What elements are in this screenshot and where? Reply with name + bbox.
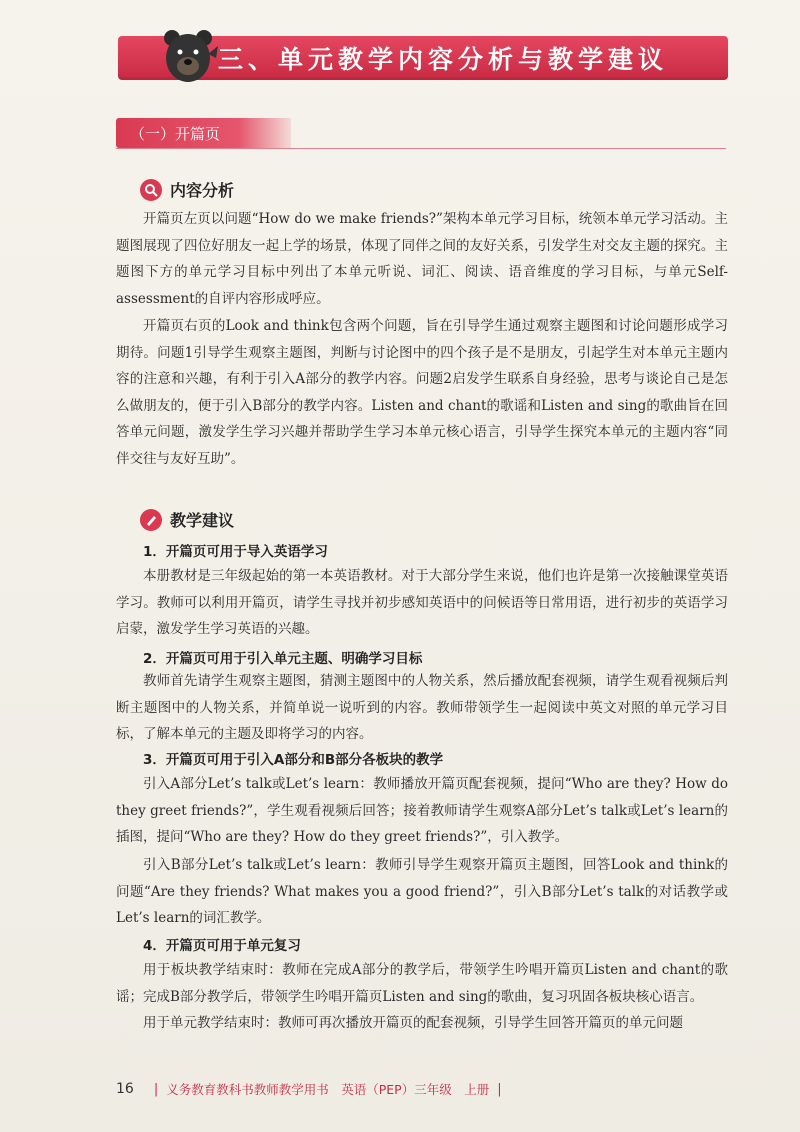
suggestion-1-text: 本册教材是三年级起始的第一本英语教材。对于大部分学生来说，他们也许是第一次接触课堂英语学习。教师可以利用开篇页，请学生寻找并初步感知英语中的问候语等日常用语，进行初步的英语学习启蒙，激发学生学习英语的兴趣。 — [116, 568, 728, 637]
footer — [116, 1080, 510, 1098]
page-number: 16 — [116, 1081, 134, 1097]
suggestions-heading — [140, 508, 234, 531]
suggestion-3-text: 引入A部分Let’s talk或Let’s learn：教师播放开篇页配套视频，提问“Who are they? How do they greet friends?”，学生观看视频后回答；接着教师请学生观察A部分Let’s talk或Let’s learn的插图，提问“Who are they? How do they greet friends?”，引入教学。 — [116, 776, 728, 845]
analysis-heading — [140, 178, 234, 201]
section-tab-label: （一）开篇页 — [130, 124, 221, 143]
analysis-paragraph-2: 开篇页右页的Look and think包含两个问题，旨在引导学生通过观察主题图和讨论问题形成学习期待。问题1引导学生观察主题图，判断与讨论图中的四个孩子是不是朋友，引起学生对本单元主题内容的注意和兴趣，有利于引入A部分的教学内容。问题2启发学生联系自身经验，思考与谈论自己是怎么做朋友的，便于引入B部分的教学内容。Listen and chant的歌谣和Listen and sing的歌曲旨在回答单元问题，激发学生学习兴趣并帮助学生学习本单元核心语言，引导学生探究本单元的主题内容“同伴交往与友好互助”。 — [116, 318, 728, 467]
suggestion-1-title: 1．开篇页可用于导入英语学习 — [143, 544, 328, 560]
footer-separator-end: | — [497, 1081, 502, 1097]
analysis-heading-text: 内容分析 — [170, 181, 235, 200]
suggestion-3-text-2: 引入B部分Let’s talk或Let’s learn：教师引导学生观察开篇页主题图，回答Look and think的问题“Are they friends? What makes you a good friend?”，引入B部分Let’s talk的对话教学或Let’s learn的词汇教学。 — [116, 857, 728, 926]
book-title: 义务教育教科书教师教学用书 英语（PEP）三年级 上册 — [166, 1082, 490, 1097]
suggestion-2-title: 2．开篇页可用于引入单元主题、明确学习目标 — [143, 651, 423, 667]
section-tab — [116, 118, 291, 148]
suggestion-4-title: 4．开篇页可用于单元复习 — [143, 938, 301, 954]
suggestions-heading-text: 教学建议 — [170, 511, 235, 530]
chapter-title: 三、单元教学内容分析与教学建议 — [217, 45, 668, 74]
bear-mascot-icon — [158, 24, 220, 86]
section-divider — [116, 148, 726, 149]
magnifier-icon — [140, 179, 162, 201]
suggestion-4-text-2: 用于单元教学结束时：教师可再次播放开篇页的配套视频，引导学生回答开篇页的单元问题 — [143, 1015, 683, 1031]
footer-separator: | — [153, 1081, 159, 1097]
pen-icon — [140, 509, 162, 531]
suggestion-2-text: 教师首先请学生观察主题图，猜测主题图中的人物关系，然后播放配套视频，请学生观看视频后判断主题图中的人物关系，并简单说一说听到的内容。教师带领学生一起阅读中英文对照的单元学习目标，了解本单元的主题及即将学习的内容。 — [116, 673, 728, 742]
analysis-paragraph-1: 开篇页左页以问题“How do we make friends?”架构本单元学习目标，统领本单元学习活动。主题图展现了四位好朋友一起上学的场景，体现了同伴之间的友好关系，引发学生对交友主题的探究。主题图下方的单元学习目标中列出了本单元听说、词汇、阅读、语音维度的学习目标，与单元Self-assessment的自评内容形成呼应。 — [116, 211, 728, 307]
suggestion-4-text: 用于板块教学结束时：教师在完成A部分的教学后，带领学生吟唱开篇页Listen and chant的歌谣；完成B部分教学后，带领学生吟唱开篇页Listen and sing的歌曲，复习巩固各板块核心语言。 — [116, 962, 728, 1005]
suggestion-3-title: 3．开篇页可用于引入A部分和B部分各板块的教学 — [143, 752, 444, 768]
